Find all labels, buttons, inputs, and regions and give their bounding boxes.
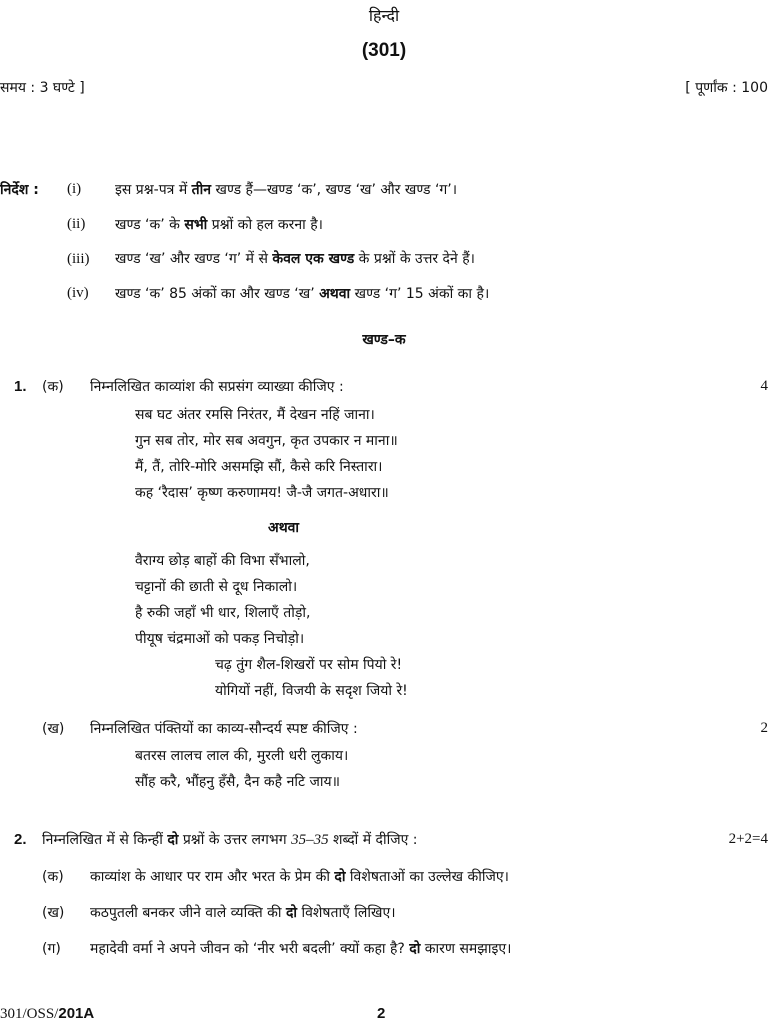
question-marks: 2	[760, 720, 768, 736]
instruction-num: (iv)	[67, 285, 89, 301]
poem-line: कह ‘रैदास’ कृष्ण करुणामय! जै-जै जगत-अधारा॥	[135, 485, 389, 501]
poem-line: मैं, तैं, तोरि-मोरि असमझि सौं, कैसे करि निस्तारा।	[135, 459, 383, 475]
question-number: 2.	[14, 831, 27, 848]
instruction-item: खण्ड ‘क’ के सभी प्रश्नों को हल करना है।	[115, 217, 323, 233]
poem-line: सौंह करै, भौंहनु हँसै, दैन कहै नटि जाय॥	[135, 774, 340, 790]
question-text: निम्नलिखित में से किन्हीं दो प्रश्नों के उत्तर लगभग 35–35 शब्दों में दीजिए :	[42, 832, 418, 848]
sub-question-label: (ख)	[42, 905, 65, 921]
sub-question-label: (क)	[42, 379, 64, 395]
poem-line: वैराग्य छोड़ बाहों की विभा सँभालो,	[135, 553, 310, 569]
question-number: 1.	[14, 378, 27, 395]
instruction-item: इस प्रश्न-पत्र में तीन खण्ड हैं—खण्ड ‘क’, खण्ड ‘ख’ और खण्ड ‘ग’।	[115, 182, 458, 198]
sub-question-text: काव्यांश के आधार पर राम और भरत के प्रेम की दो विशेषताओं का उल्लेख कीजिए।	[90, 869, 509, 885]
instruction-num: (ii)	[67, 216, 86, 232]
instruction-item: खण्ड ‘ख’ और खण्ड ‘ग’ में से केवल एक खण्ड के प्रश्नों के उत्तर देने हैं।	[115, 251, 475, 267]
question-marks: 4	[760, 378, 768, 394]
sub-question-text: कठपुतली बनकर जीने वाले व्यक्ति की दो विशेषताएँ लिखिए।	[90, 905, 396, 921]
poem-line: योगियों नहीं, विजयी के सदृश जियो रे!	[215, 683, 408, 699]
poem-line: चढ़ तुंग शैल-शिखरों पर सोम पियो रे!	[215, 657, 403, 673]
paper-code: (301)	[361, 40, 407, 61]
or-label: अथवा	[268, 520, 300, 536]
question-text: निम्नलिखित काव्यांश की सप्रसंग व्याख्या कीजिए :	[90, 379, 344, 395]
sub-question-label: (क)	[42, 869, 64, 885]
instruction-num: (iii)	[67, 251, 90, 267]
poem-line: बतरस लालच लाल की, मुरली धरी लुकाय।	[135, 748, 349, 764]
sub-question-label: (ग)	[42, 941, 61, 957]
instruction-item: खण्ड ‘क’ 85 अंकों का और खण्ड ‘ख’ अथवा खण्ड ‘ग’ 15 अंकों का है।	[115, 286, 490, 302]
poem-line: है रुकी जहाँ भी धार, शिलाएँ तोड़ो,	[135, 605, 311, 621]
max-marks: [ पूर्णांक : 100	[685, 80, 768, 96]
poem-line: सब घट अंतर रमसि निरंतर, मैं देखन नहिं जाना।	[135, 407, 375, 423]
instructions-label: निर्देश :	[0, 182, 39, 198]
poem-line: गुन सब तोर, मोर सब अवगुन, कृत उपकार न माना॥	[135, 433, 398, 449]
sub-question-label: (ख)	[42, 721, 65, 737]
question-marks: 2+2=4	[728, 831, 768, 847]
sub-question-text: महादेवी वर्मा ने अपने जीवन को ‘नीर भरी बदली’ क्यों कहा है? दो कारण समझाइए।	[90, 941, 512, 957]
footer-paper-code: 301/OSS/201A	[0, 1005, 95, 1022]
subject-title: हिन्दी	[368, 6, 400, 25]
instruction-num: (i)	[67, 181, 82, 197]
page-number: 2	[377, 1005, 386, 1022]
poem-line: पीयूष चंद्रमाओं को पकड़ निचोड़ो।	[135, 631, 305, 647]
question-text: निम्नलिखित पंक्तियों का काव्य-सौन्दर्य स्पष्ट कीजिए :	[90, 721, 358, 737]
section-title: खण्ड–क	[362, 332, 406, 348]
time-allowed: समय : 3 घण्टे ]	[0, 80, 85, 96]
poem-line: चट्टानों की छाती से दूध निकालो।	[135, 579, 298, 595]
